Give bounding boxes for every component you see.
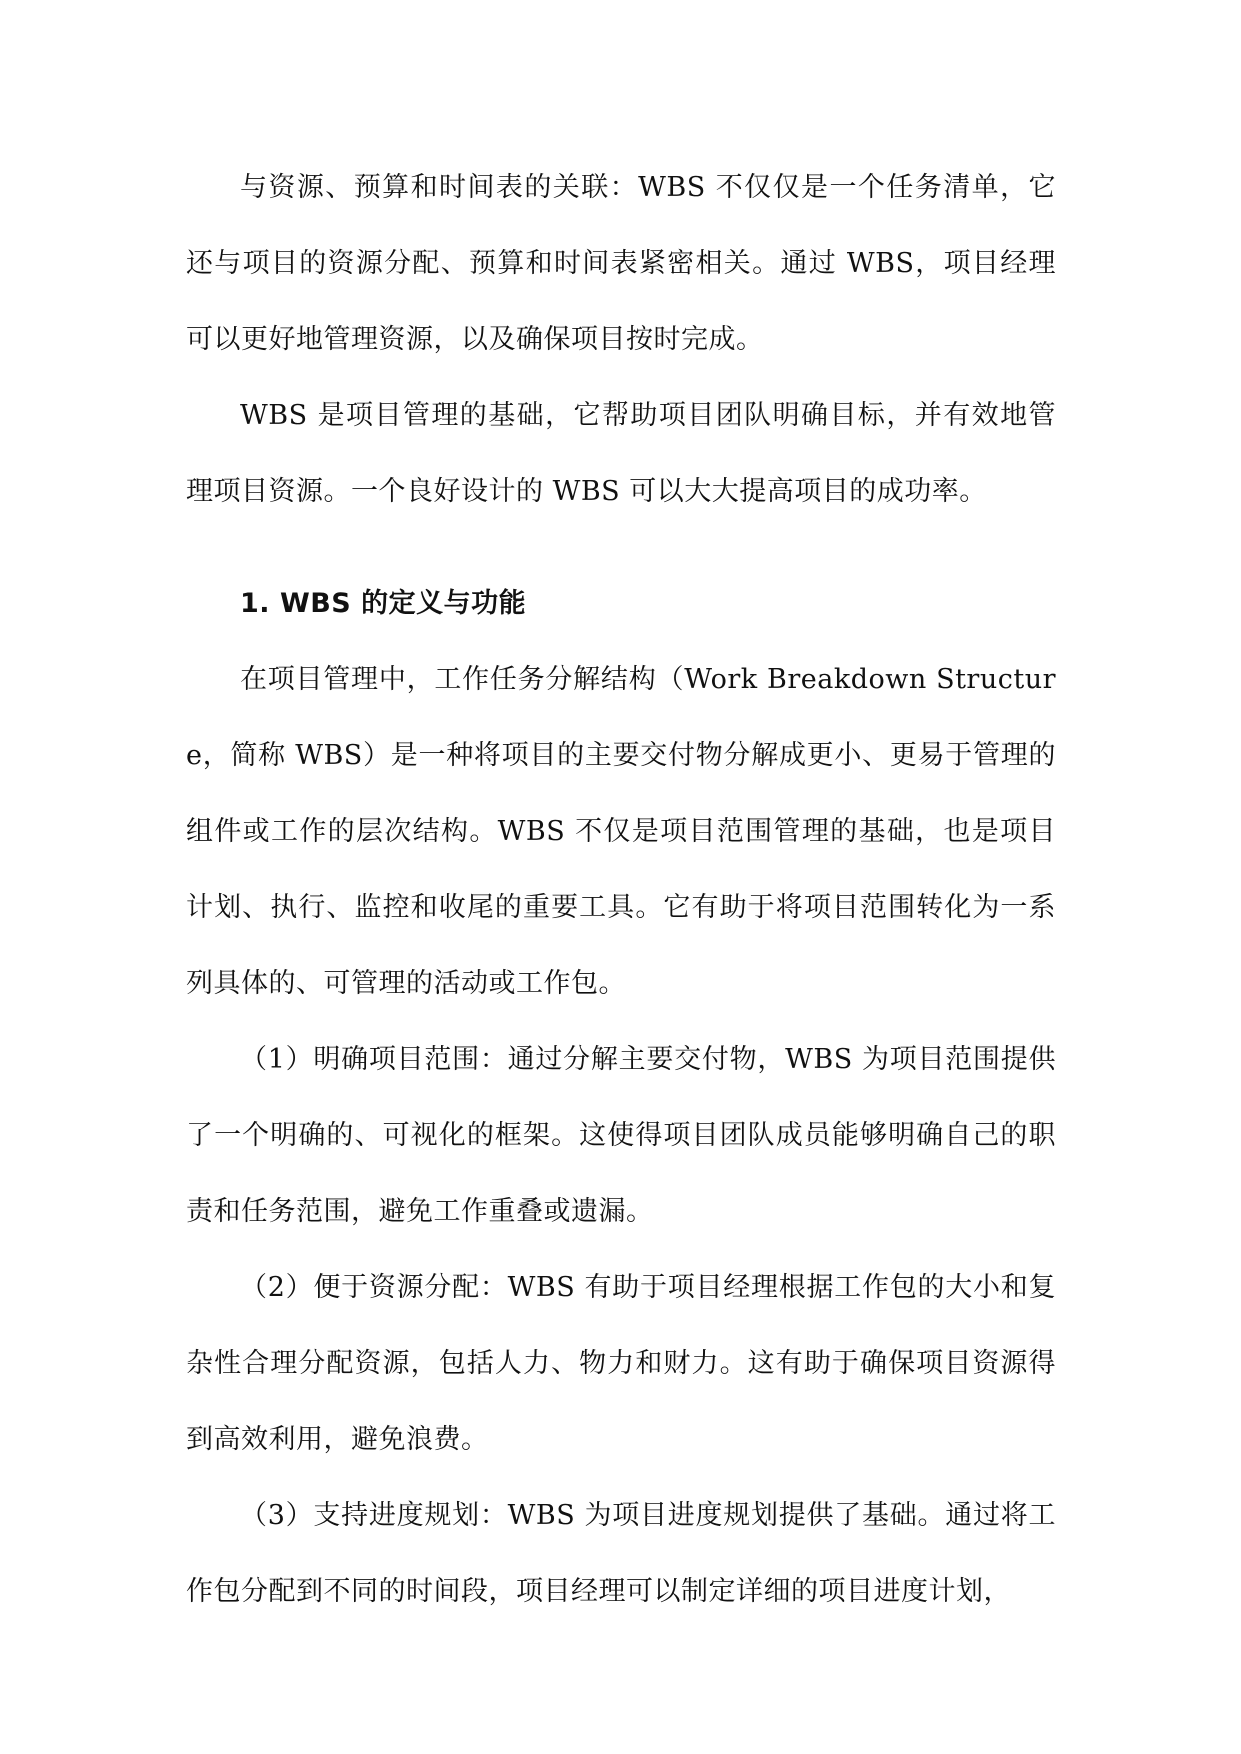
paragraph-schedule-planning: （3）支持进度规划：WBS 为项目进度规划提供了基础。通过将工作包分配到不同的时间段，项目经理可以制定详细的项目进度计划，	[186, 1500, 1056, 1607]
document-body	[186, 150, 1056, 1630]
paragraph-resource-allocation: （2）便于资源分配：WBS 有助于项目经理根据工作包的大小和复杂性合理分配资源，包括人力、物力和财力。这有助于确保项目资源得到高效利用，避免浪费。	[186, 1272, 1056, 1455]
paragraph-wbs-resource-link: 与资源、预算和时间表的关联：WBS 不仅仅是一个任务清单，它还与项目的资源分配、预算和时间表紧密相关。通过 WBS，项目经理可以更好地管理资源，以及确保项目按时完成。	[186, 172, 1056, 355]
section-heading: 1. WBS 的定义与功能	[240, 588, 527, 619]
paragraph-clarify-scope: （1）明确项目范围：通过分解主要交付物，WBS 为项目范围提供了一个明确的、可视化的框架。这使得项目团队成员能够明确自己的职责和任务范围，避免工作重叠或遗漏。	[186, 1044, 1056, 1227]
paragraph-wbs-foundation: WBS 是项目管理的基础，它帮助项目团队明确目标，并有效地管理项目资源。一个良好设计的 WBS 可以大大提高项目的成功率。	[186, 400, 1056, 507]
paragraph-wbs-definition: 在项目管理中，工作任务分解结构（Work Breakdown Structure，简称 WBS）是一种将项目的主要交付物分解成更小、更易于管理的组件或工作的层次结构。WBS 不仅是项目范围管理的基础，也是项目计划、执行、监控和收尾的重要工具。它有助于将项目范围转化为一系列具体的、可管理的活动或工作包。	[186, 664, 1056, 999]
